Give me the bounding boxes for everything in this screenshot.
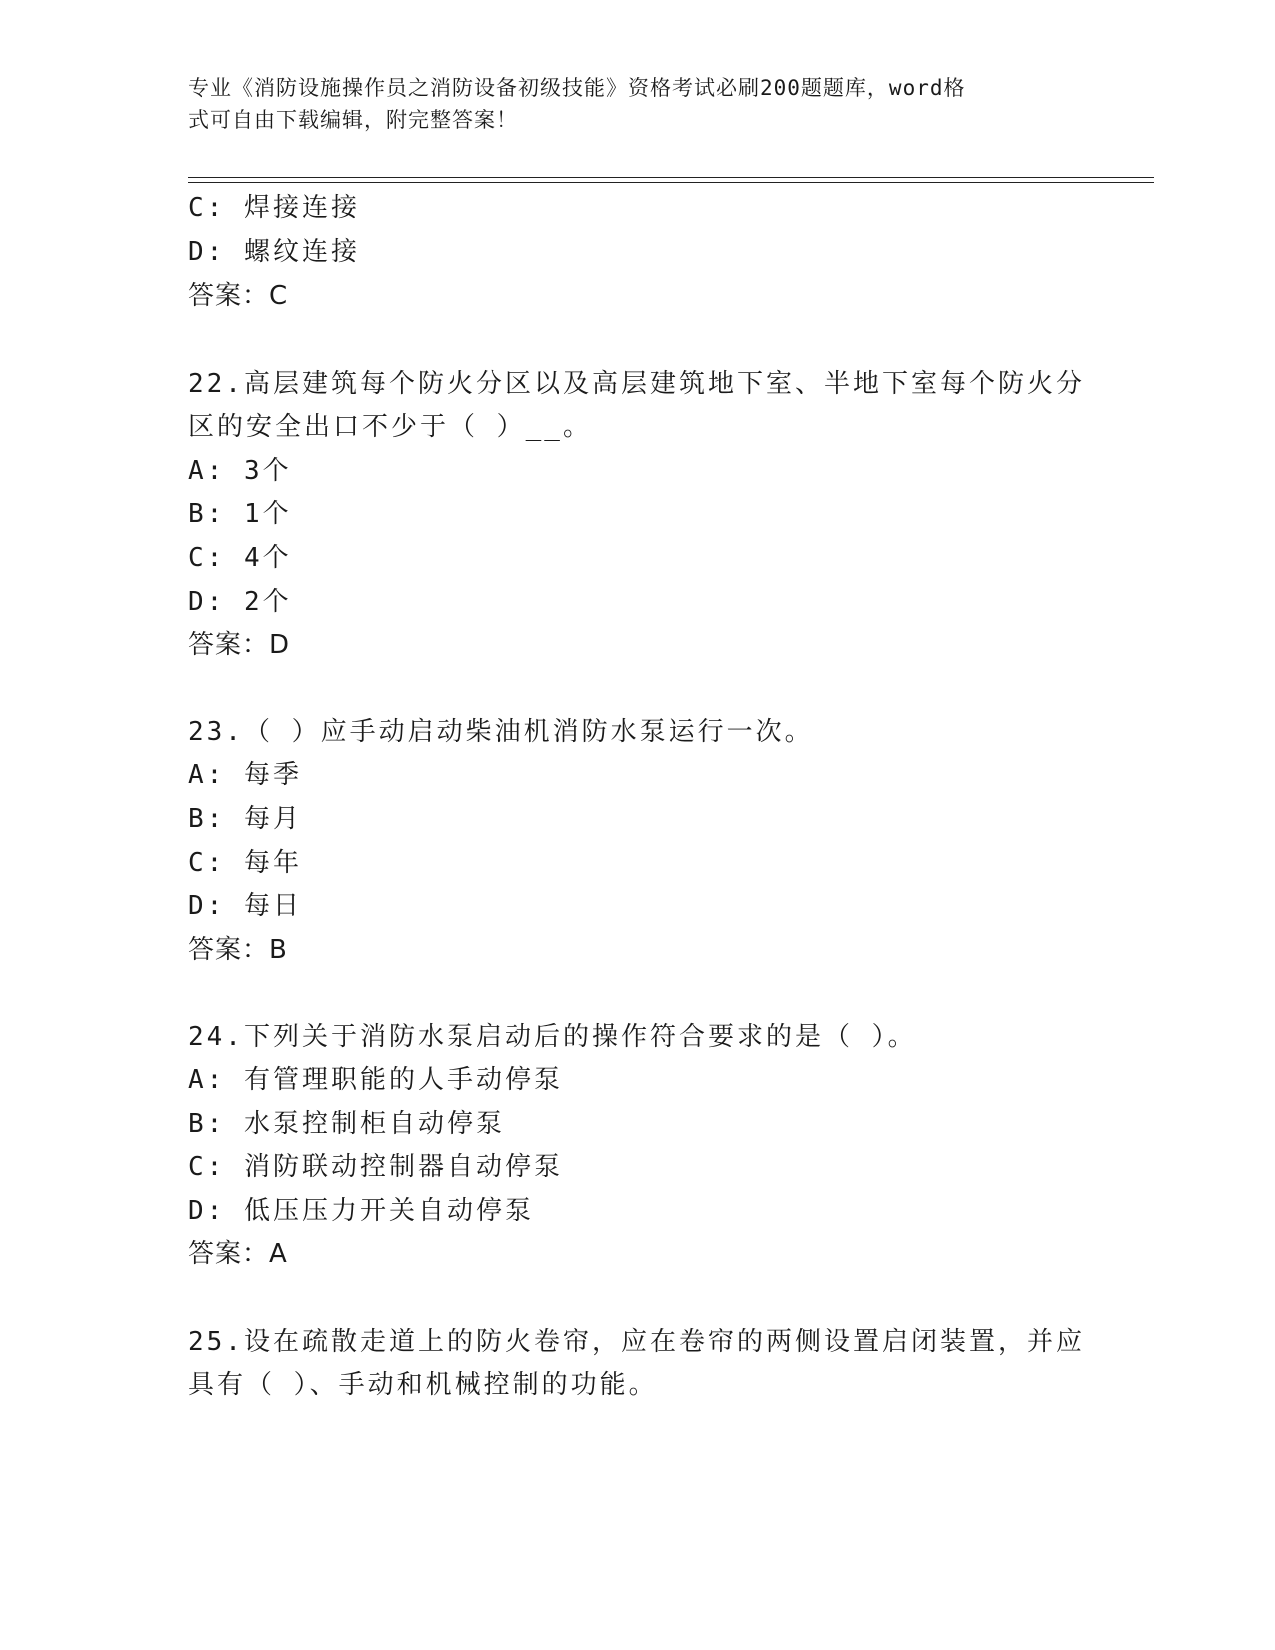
q22-stem-line-2: 区的安全出口不少于（ ）__。 bbox=[188, 412, 592, 442]
q25-stem-line-2: 具有（ ）、手动和机械控制的功能。 bbox=[188, 1370, 658, 1400]
q23-option-d: D: 每日 bbox=[188, 891, 302, 921]
q23-option-a: A: 每季 bbox=[188, 760, 302, 790]
q24-answer: 答案：A bbox=[188, 1239, 288, 1269]
q23-option-c: C: 每年 bbox=[188, 848, 302, 878]
q21-answer: 答案：C bbox=[188, 281, 289, 311]
q22-stem-line-1: 22.高层建筑每个防火分区以及高层建筑地下室、半地下室每个防火分 bbox=[188, 369, 1085, 399]
q21-option-c: C: 焊接连接 bbox=[188, 193, 360, 223]
header-divider-bottom bbox=[188, 182, 1154, 183]
document-header bbox=[188, 72, 1088, 136]
q23-option-b: B: 每月 bbox=[188, 804, 302, 834]
q24-stem-line-1: 24.下列关于消防水泵启动后的操作符合要求的是（ ）。 bbox=[188, 1022, 917, 1052]
q22-option-a: A: 3个 bbox=[188, 456, 292, 486]
header-line-1: 专业《消防设施操作员之消防设备初级技能》资格考试必刷200题题库，word格 bbox=[188, 76, 966, 100]
header-line-2: 式可自由下载编辑，附完整答案！ bbox=[188, 108, 518, 132]
q22-option-c: C: 4个 bbox=[188, 543, 292, 573]
q23-stem-line-1: 23.（ ）应手动启动柴油机消防水泵运行一次。 bbox=[188, 717, 814, 747]
q22-answer: 答案：D bbox=[188, 630, 291, 660]
q24-option-d: D: 低压压力开关自动停泵 bbox=[188, 1196, 534, 1226]
q24-option-a: A: 有管理职能的人手动停泵 bbox=[188, 1065, 563, 1095]
q21-option-d: D: 螺纹连接 bbox=[188, 237, 360, 267]
q24-option-c: C: 消防联动控制器自动停泵 bbox=[188, 1152, 563, 1182]
header-divider-top bbox=[188, 177, 1154, 178]
q22-option-b: B: 1个 bbox=[188, 499, 292, 529]
q23-answer: 答案：B bbox=[188, 935, 288, 965]
q24-option-b: B: 水泵控制柜自动停泵 bbox=[188, 1109, 505, 1139]
q22-option-d: D: 2个 bbox=[188, 587, 292, 617]
q25-stem-line-1: 25.设在疏散走道上的防火卷帘，应在卷帘的两侧设置启闭装置，并应 bbox=[188, 1327, 1085, 1357]
